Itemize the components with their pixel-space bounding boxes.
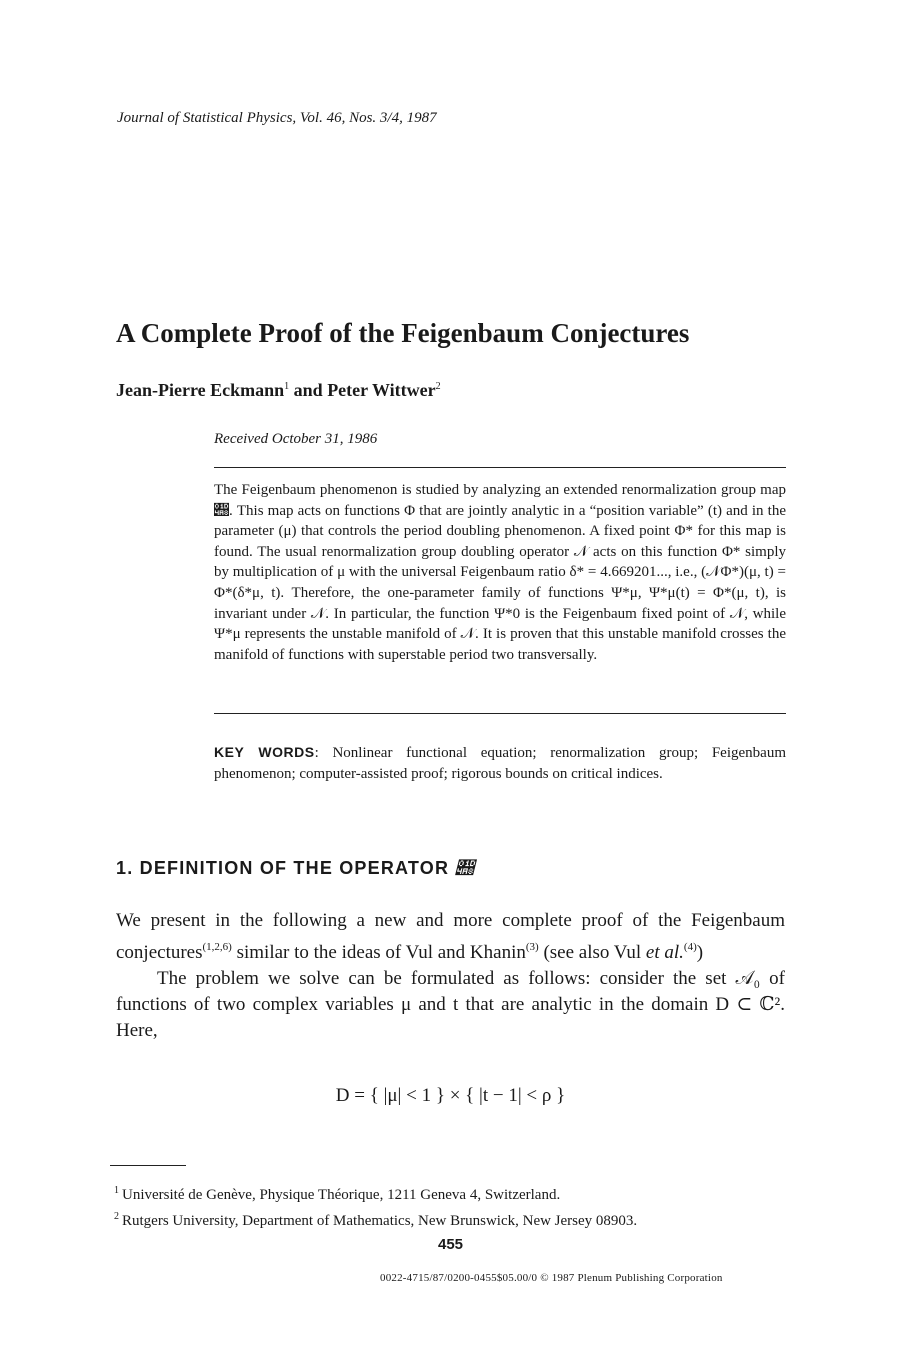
abstract-top-rule (214, 467, 786, 468)
body-text (116, 908, 785, 1044)
footnote (114, 1206, 637, 1232)
author-name: Jean-Pierre Eckmann (116, 380, 285, 400)
paragraph: The problem we solve can be formulated as follows: consider the set 𝒜₀ of functions of two complex variables μ and t that are analytic in the domain D ⊂ ℂ². Here, (116, 968, 785, 1041)
citation: (3) (525, 941, 539, 953)
text-run-italic: et al. (645, 942, 684, 963)
text-run: ) (696, 942, 704, 963)
keywords-label: KEY WORDS (214, 744, 315, 760)
text-run: We present in the following a new and more complete proof of the Feigenbaum conjectures (116, 910, 785, 963)
footnote-rule (110, 1165, 186, 1166)
keywords (214, 742, 786, 784)
section-number: 1. (116, 858, 134, 878)
author-list (116, 380, 441, 401)
abstract-bottom-rule (214, 713, 786, 714)
abstract: The Feigenbaum phenomenon is studied by analyzing an extended renormalization group map 𝒨. This map acts on functions Φ that are jointly analytic in a “position variable” (t) and in the parameter (μ) that controls the period doubling phenomenon. A fixed point Φ* for this map is found. The usual renormalization group doubling operator 𝒩 acts on this function Φ* simply by multiplication of μ with the universal Feigenbaum ratio δ* = 4.669201..., i.e., (𝒩Φ*)(μ, t) = Φ*(δ*μ, t). Therefore, the one-parameter family of functions Ψ*μ, Ψ*μ(t) = Φ*(μ, t), is invariant under 𝒩. In particular, the function Ψ*0 is the Feigenbaum fixed point of 𝒩, while Ψ*μ represents the unstable manifold of 𝒩. It is proven that this unstable manifold crosses the manifold of functions with superstable period two transversally. (214, 482, 786, 663)
author-name: Peter Wittwer (327, 380, 436, 400)
page-number: 455 (437, 1236, 464, 1253)
footnote-marker: 2 (435, 381, 441, 392)
text-run: (see also Vul (538, 942, 646, 963)
received-date: Received October 31, 1986 (214, 431, 378, 447)
footnotes (114, 1180, 637, 1232)
section-title: DEFINITION OF THE OPERATOR (139, 858, 450, 878)
footnote-text: Rutgers University, Department of Mathematics, New Brunswick, New Jersey 08903. (122, 1213, 638, 1229)
display-equation: D = { |μ| < 1 } × { |t − 1| < ρ } (335, 1085, 566, 1106)
journal-citation: Journal of Statistical Physics, Vol. 46, Nos. 3/4, 1987 (117, 110, 437, 126)
copyright-line: 0022-4715/87/0200-0455$05.00/0 © 1987 Plenum Publishing Corporation (380, 1272, 723, 1284)
footnote-marker: 1 (114, 1185, 119, 1196)
citation: (4) (683, 941, 697, 953)
paper-title: A Complete Proof of the Feigenbaum Conjectures (116, 318, 690, 348)
footnote-marker: 1 (284, 381, 290, 392)
author-connector: and (289, 380, 328, 400)
keywords-text: : Nonlinear functional equation; renormalization group; Feigenbaum phenomenon; computer-assisted proof; rigorous bounds on critical indices. (214, 745, 786, 782)
paragraph (116, 908, 785, 966)
section-operator: 𝒨 (455, 858, 474, 878)
text-run: similar to the ideas of Vul and Khanin (231, 942, 526, 963)
footnote-marker: 2 (114, 1211, 119, 1222)
section-heading (116, 858, 473, 879)
footnote-text: Université de Genève, Physique Théorique, 1211 Geneva 4, Switzerland. (122, 1187, 561, 1203)
footnote (114, 1180, 637, 1206)
citation: (1,2,6) (202, 941, 232, 953)
